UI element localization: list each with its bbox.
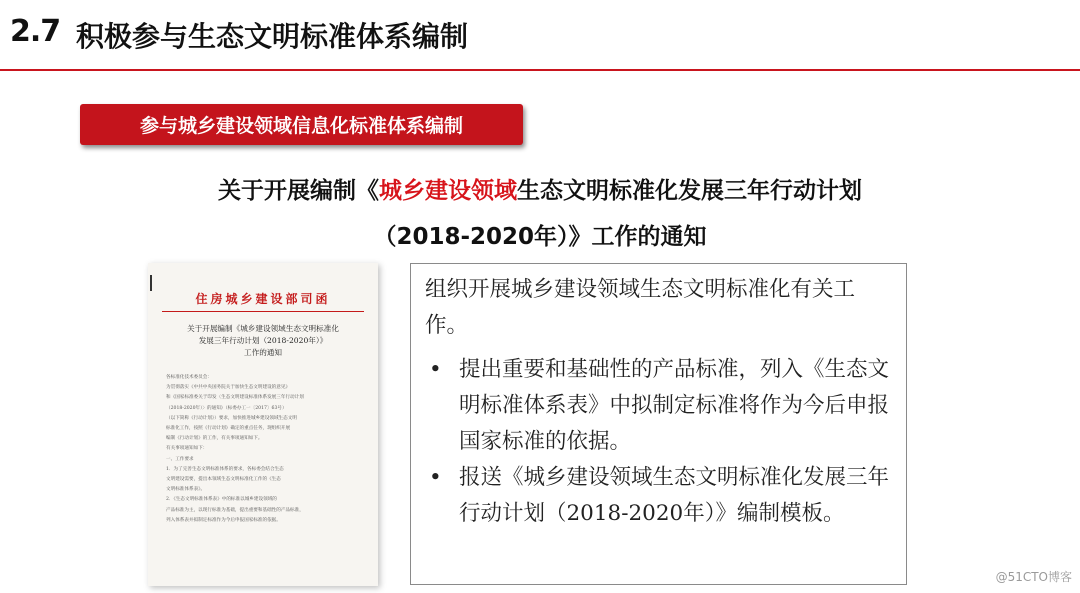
summary-bullet-text: 报送《城乡建设领域生态文明标准化发展三年行动计划（2018-2020年）》编制模板。 [459, 465, 890, 526]
headline-suffix: 生态文明标准化发展三年行动计划 [517, 178, 862, 204]
document-body-line: 2．《生态文明标准体系表》中的标准以城乡建设领域的 [166, 497, 277, 503]
section-label: 参与城乡建设领域信息化标准体系编制 [80, 104, 523, 145]
document-body-line: 编制《行动计划》的工作，有关事项通知如下。 [166, 436, 263, 442]
headline-line-1 [60, 172, 1020, 205]
bullet-dot: • [429, 357, 442, 382]
watermark: @51CTO博客 [995, 570, 1072, 584]
page-title: 积极参与生态文明标准体系编制 [76, 20, 469, 53]
title-divider [0, 69, 1080, 71]
document-body-line: 各标准化技术委员会： [166, 375, 212, 380]
document-body-line: （以下简称《行动计划》）要求，加快推进城乡建设领域生态文明 [166, 415, 297, 421]
summary-bullets [425, 352, 895, 532]
document-body-line: 产品标准为主，以现行标准为基础，提出重要和基础性的产品标准， [166, 507, 304, 513]
summary-bullet-text: 提出重要和基础性的产品标准，列入《生态文明标准体系表》中拟制定标准将作为今后申报国家标准的依据。 [459, 357, 890, 454]
summary-bullet [425, 460, 895, 532]
document-title-line: 关于开展编制《城乡建设领域生态文明标准化 [187, 324, 339, 333]
document-scan [148, 263, 378, 586]
document-body-line: 列入体系表并拟制定标准作为今后申报国家标准的依据。 [166, 517, 281, 523]
document-body-line: 有关事项通知如下： [166, 446, 208, 452]
document-body-line: 为贯彻落实《中共中央国务院关于加快生态文明建设的意见》 [166, 385, 291, 391]
document-header-rule [162, 311, 364, 312]
summary-intro: 组织开展城乡建设领域生态文明标准化有关工作。 [425, 277, 856, 338]
document-body [166, 373, 362, 526]
document-body-line: 文明建设需要，提出本领域生态文明标准化工作的《生态 [166, 477, 281, 483]
document-body-line: 标准化工作，按照《行动计划》确定的重点任务，现组织开展 [166, 426, 291, 432]
bullet-dot: • [429, 465, 442, 490]
document-title-line: 工作的通知 [244, 348, 282, 357]
headline-highlight: 城乡建设领域 [379, 178, 517, 204]
document-body-line: （2018-2020年）〉的通知》（标委办工一〔2017〕63号） [166, 405, 287, 411]
summary-box [410, 263, 907, 585]
summary-bullet [425, 352, 895, 460]
scan-mark [150, 275, 152, 291]
document-title-line: 发展三年行动计划（2018-2020年）》 [198, 336, 328, 345]
document-title [164, 323, 362, 359]
section-number: 2.7 [10, 14, 61, 49]
headline-line-2: （2018-2020年）》工作的通知 [373, 224, 707, 250]
document-header: 住房城乡建设部司函 [195, 292, 331, 306]
document-body-line: 和《国家标准委关于印发〈生态文明建设标准体系发展三年行动计划 [166, 395, 304, 401]
headline-prefix: 关于开展编制《 [218, 178, 379, 204]
document-body-line: 1．为了完善生态文明标准体系的要求，各标委会结合生态 [166, 466, 284, 472]
document-body-line: 文明标准体系表》。 [166, 487, 206, 493]
document-body-line: 一、工作要求 [166, 456, 194, 462]
title-bar [0, 0, 1080, 72]
